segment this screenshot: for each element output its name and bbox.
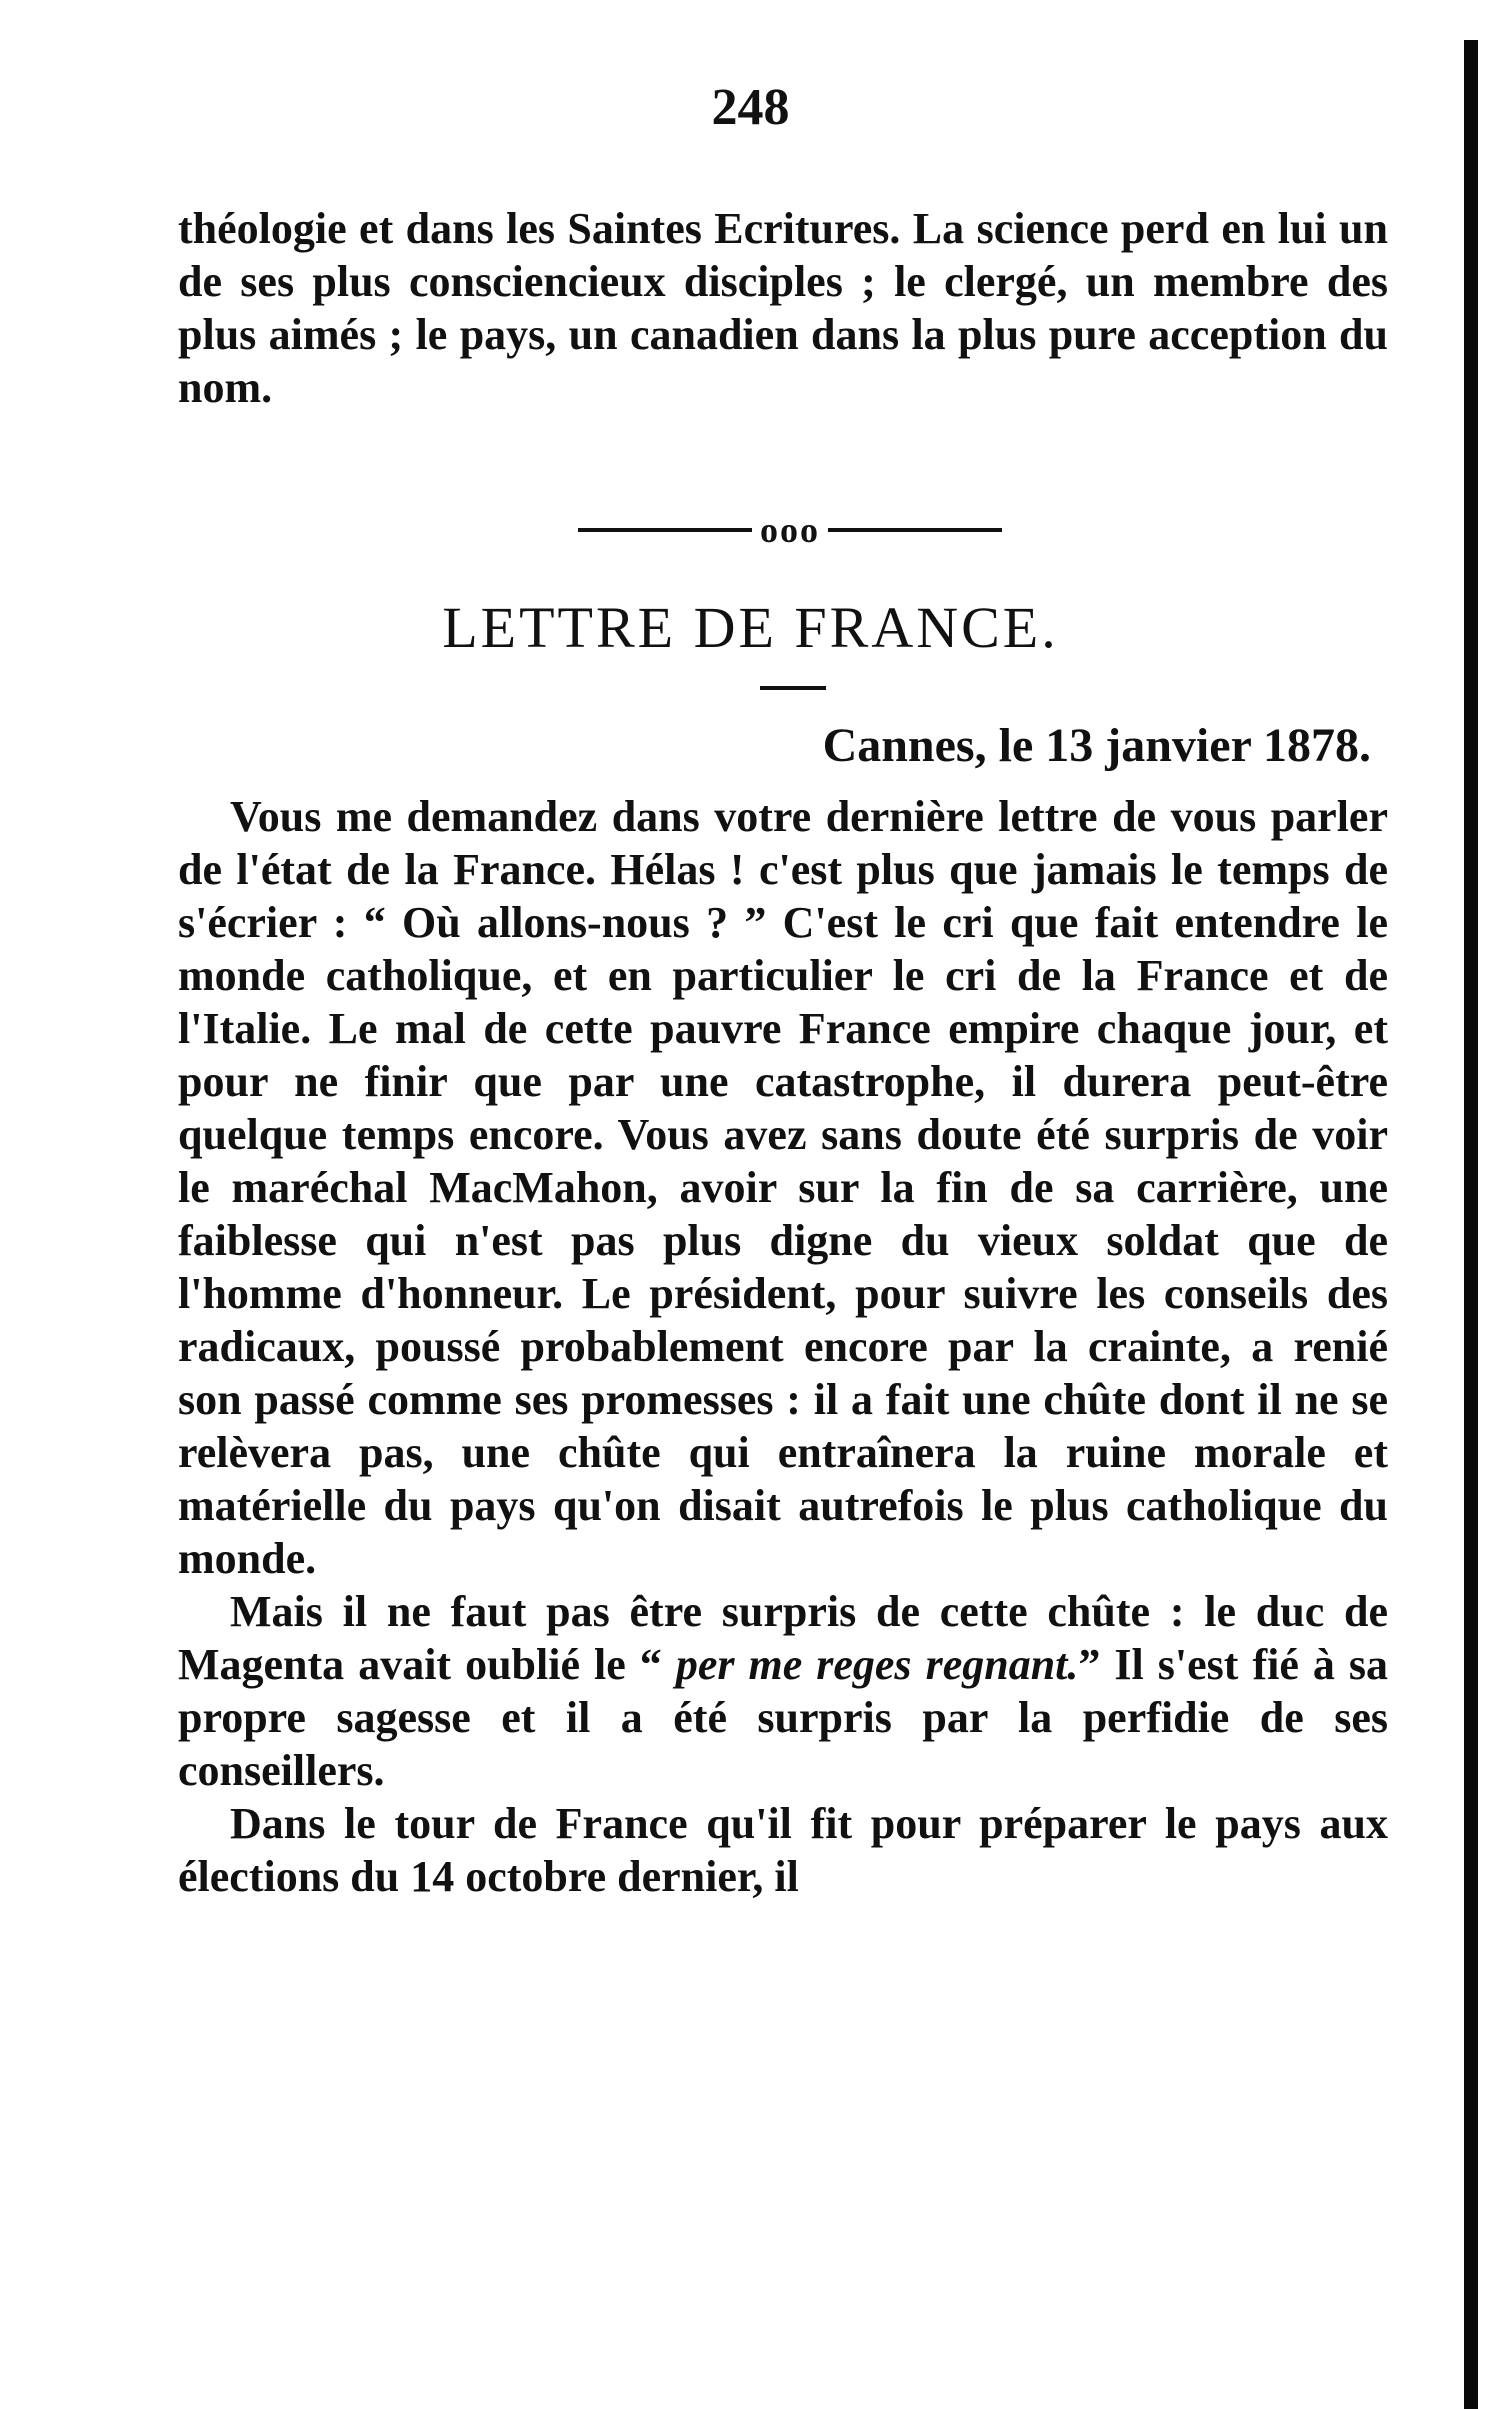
intro-paragraph: théologie et dans les Saintes Ecritures. La science perd en lui un de ses plus consciencieux disciples ; le clergé, un membre des plus aimés ; le pays, un canadien dans la plus pure acception du nom. xyxy=(178,204,1388,412)
paragraph-2-text-start: Mais il ne faut pas être surpris de cette chûte : le duc de Magenta avait oublié le “ xyxy=(178,1587,1388,1689)
page-edge-rule xyxy=(1464,40,1478,2409)
article-dateline: Cannes, le 13 janvier 1878. xyxy=(822,719,1371,772)
latin-quote: per me reges regnant. xyxy=(675,1640,1079,1689)
article-paragraph-1: Vous me demandez dans votre dernière lettre de vous parler de l'état de la France. Hélas ! c'est plus que jamais le temps de s'écrier : “ Où allons-nous ? ” C'est le cri que fait entendre le monde catholique, et en particulier le cri de la France et de l'Italie. Le mal de cette pauvre France empire chaque jour, et pour ne finir que par une catastrophe, il durera peut-être quelque temps encore. Vous avez sans doute été surpris de voir le maréchal MacMahon, avoir sur la fin de sa carrière, une faiblesse qui n'est pas plus digne du vieux soldat que de l'homme d'honneur. Le président, pour suivre les conseils des radicaux, poussé probablement encore par la crainte, a renié son passé comme ses promesses : il a fait une chûte dont il ne se relèvera pas, une chûte qui entraînera la ruine morale et matérielle du pays qu'on disait autrefois le plus catholique du monde. xyxy=(178,792,1388,1583)
article-paragraph-3: Dans le tour de France qu'il fit pour préparer le pays aux élections du 14 octobre dernier, il xyxy=(178,1799,1388,1901)
article-paragraph-2 xyxy=(178,1585,1388,1797)
title-dash xyxy=(760,686,826,690)
separator-line-left xyxy=(578,528,752,532)
page-number: 248 xyxy=(711,79,790,136)
article-body xyxy=(178,790,1388,1903)
article-title: LETTRE DE FRANCE. xyxy=(442,595,1059,660)
intro-paragraph-block xyxy=(178,202,1388,414)
separator-line-right xyxy=(828,528,1002,532)
section-separator xyxy=(578,508,1002,552)
separator-ornament: ooo xyxy=(760,510,820,550)
paragraph-2-text-end: ” Il s'est fié à sa propre sagesse et il a été surpris par la perfidie de ses conseillers. xyxy=(178,1640,1388,1795)
